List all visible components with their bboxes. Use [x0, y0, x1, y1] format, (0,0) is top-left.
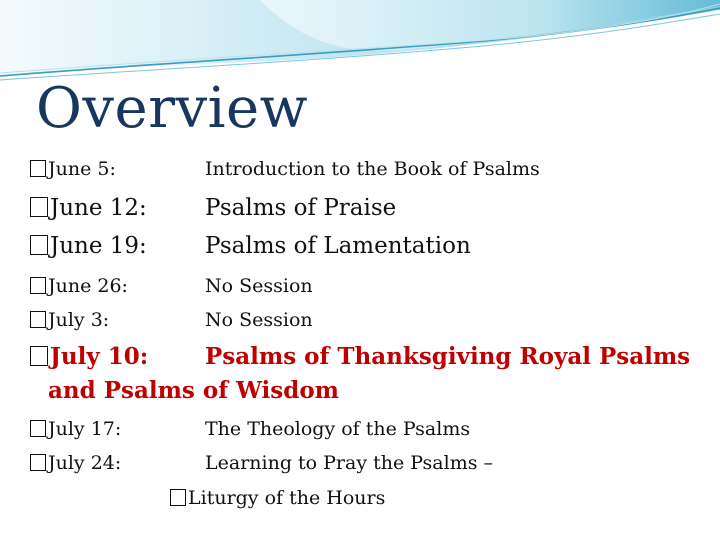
missing-glyph-icon — [30, 160, 46, 177]
item-text: Introduction to the Book of Psalms — [205, 158, 540, 180]
list-item — [30, 309, 313, 331]
item-text: Psalms of Lamentation — [205, 233, 471, 259]
item-text: Learning to Pray the Psalms – — [205, 452, 493, 474]
missing-glyph-icon — [30, 235, 48, 255]
list-item — [30, 195, 397, 221]
item-text: The Theology of the Psalms — [205, 418, 471, 440]
list-item-highlight — [30, 343, 691, 370]
list-item — [30, 418, 471, 440]
item-date: July 17: — [48, 418, 122, 440]
missing-glyph-icon — [30, 197, 48, 217]
item-text-continued: and Psalms of Wisdom — [48, 377, 340, 404]
list-item — [30, 158, 540, 180]
item-date: June 19: — [50, 233, 147, 259]
missing-glyph-icon — [30, 420, 46, 437]
item-date: July 3: — [48, 309, 110, 331]
item-date: July 10: — [50, 343, 149, 370]
list-item — [30, 233, 471, 259]
missing-glyph-icon — [30, 311, 46, 328]
item-text: No Session — [205, 309, 313, 331]
list-item — [30, 275, 313, 297]
missing-glyph-icon — [30, 277, 46, 294]
sub-list-item — [170, 487, 385, 509]
list-item — [30, 452, 493, 474]
missing-glyph-icon — [30, 346, 48, 366]
item-date: July 24: — [48, 452, 122, 474]
item-text: Psalms of Praise — [205, 195, 397, 221]
sub-item-text: Liturgy of the Hours — [188, 487, 386, 509]
slide-title: Overview — [36, 76, 309, 141]
missing-glyph-icon — [30, 454, 46, 471]
item-date: June 12: — [50, 195, 147, 221]
item-text: Psalms of Thanksgiving Royal Psalms — [205, 343, 691, 370]
missing-glyph-icon — [170, 489, 186, 506]
item-text: No Session — [205, 275, 313, 297]
item-date: June 26: — [48, 275, 128, 297]
item-date: June 5: — [48, 158, 116, 180]
